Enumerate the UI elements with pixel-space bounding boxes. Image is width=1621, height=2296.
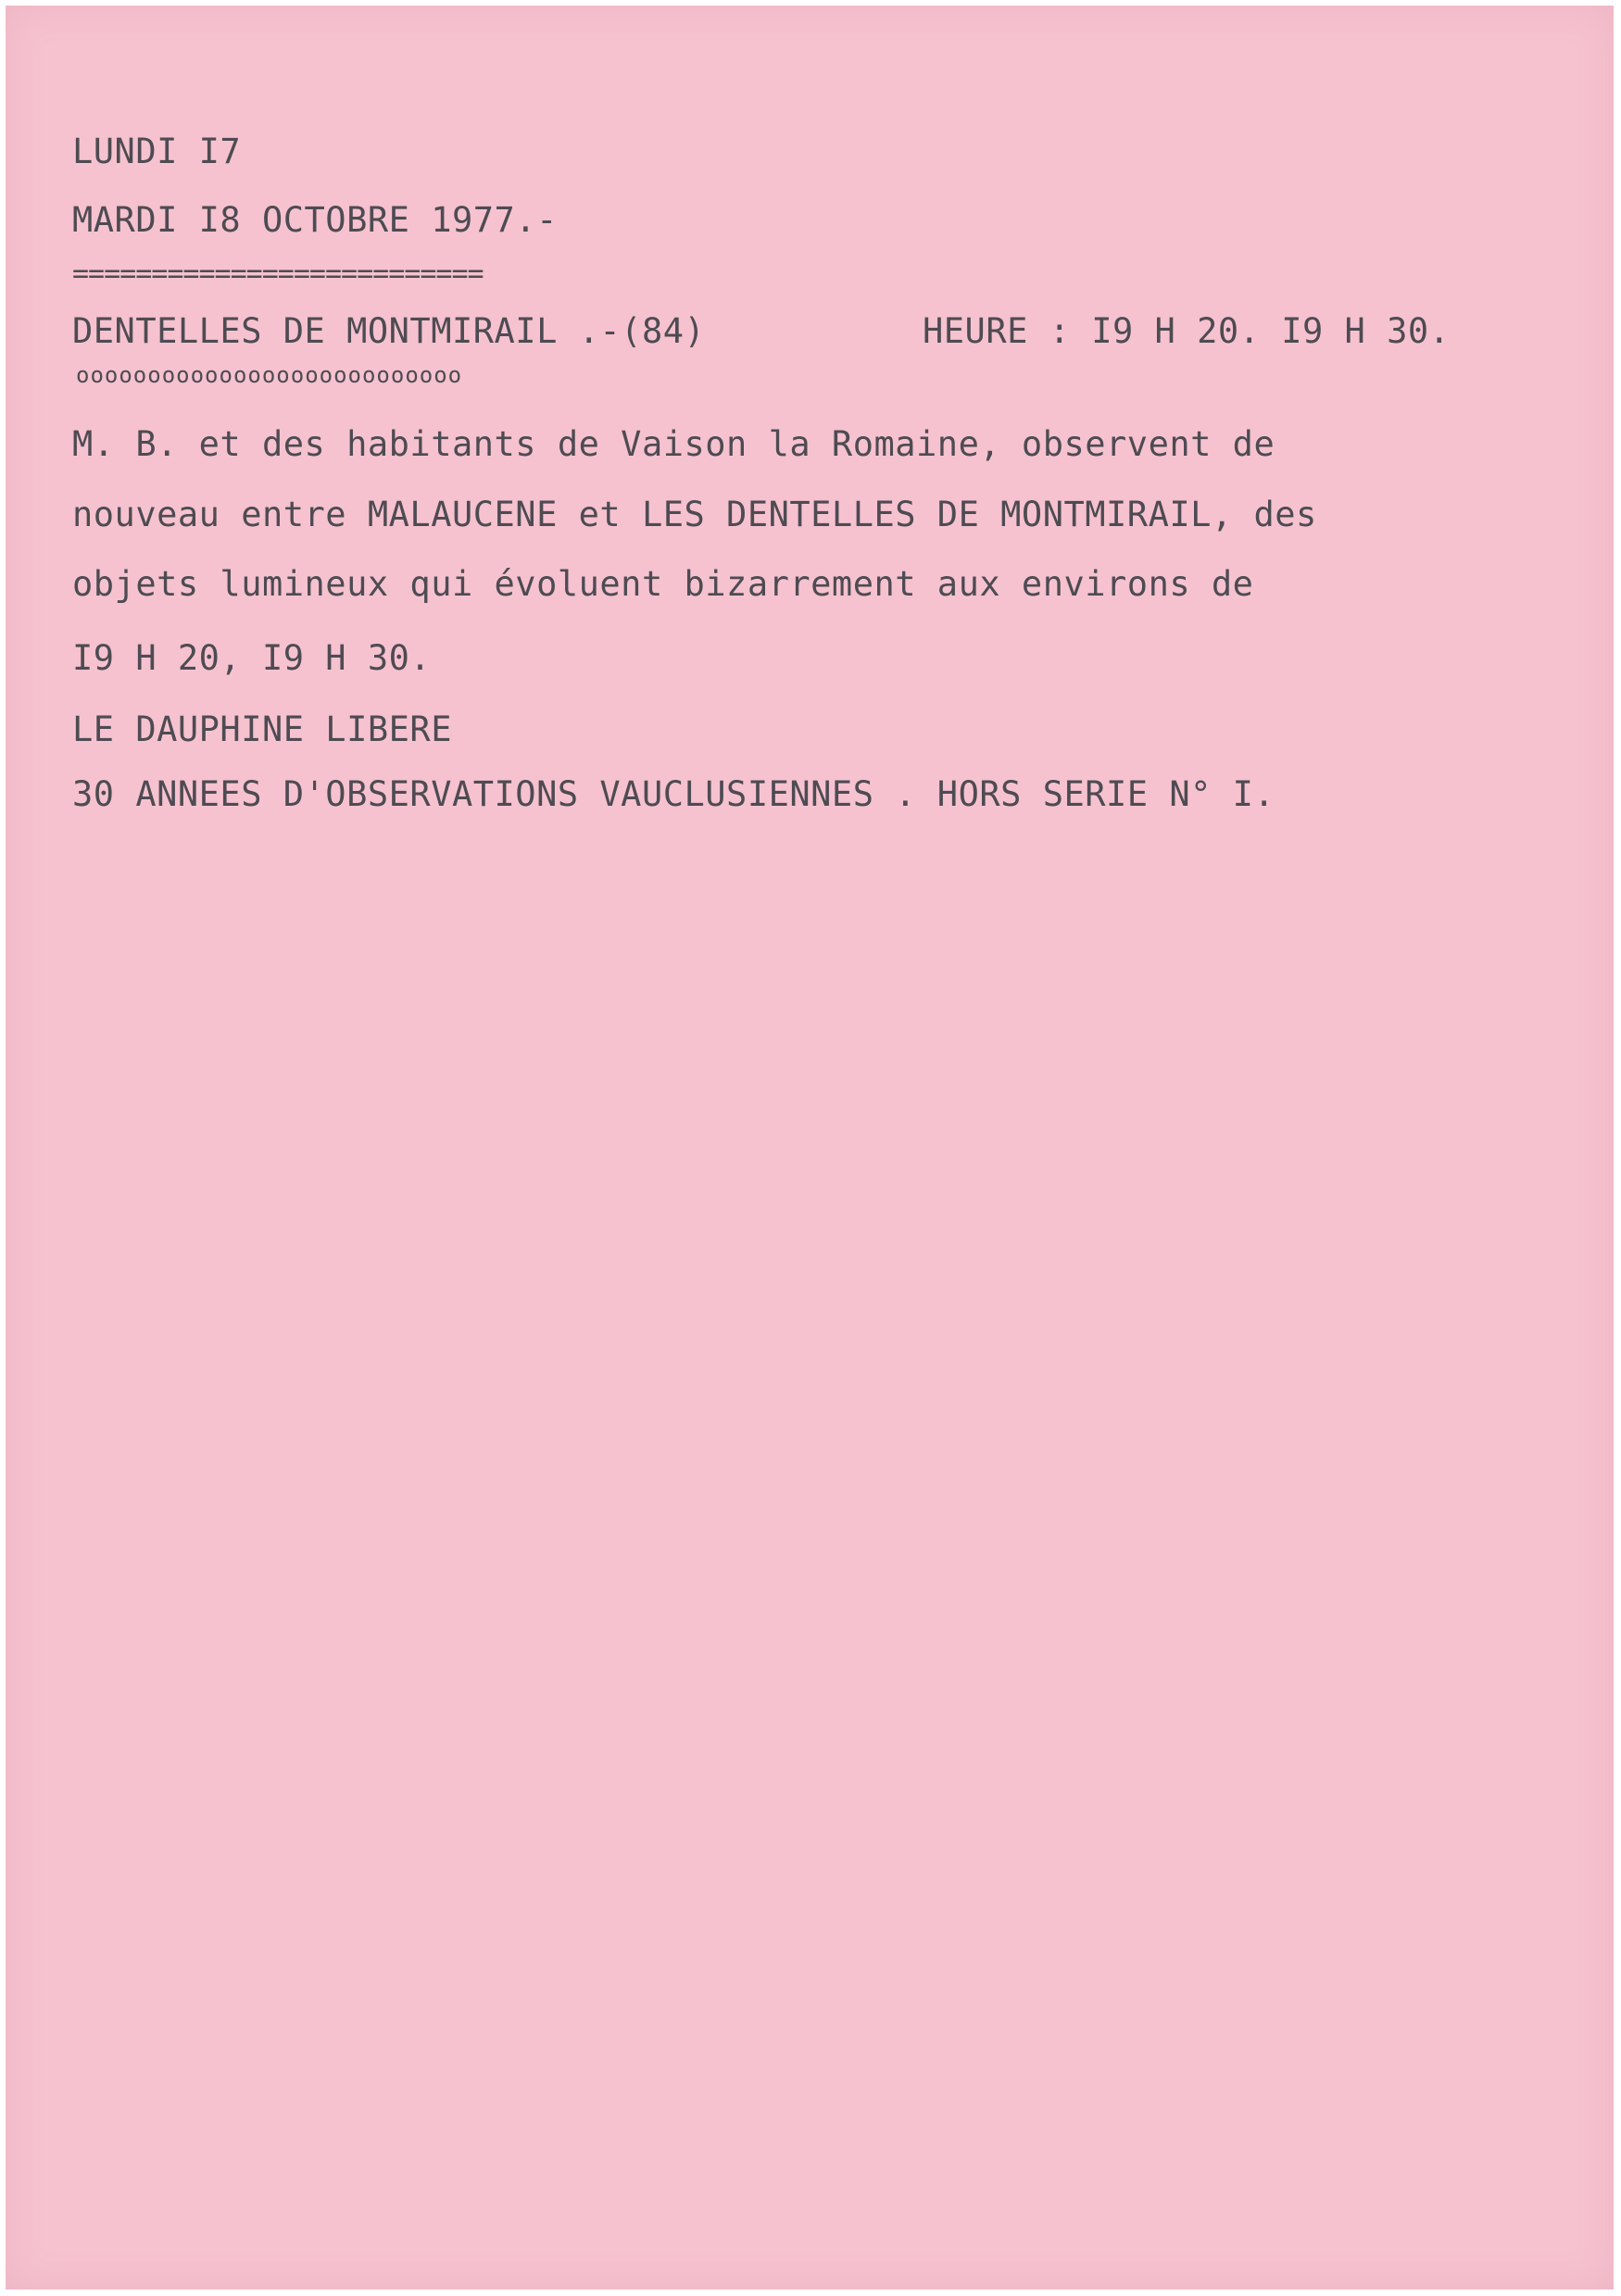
separator-equals: ========================== <box>72 257 484 290</box>
source-line: LE DAUPHINE LIBERE <box>72 709 452 749</box>
body-line-1: M. B. et des habitants de Vaison la Romaine, observent de <box>72 424 1275 464</box>
typed-sheet <box>6 6 1614 2290</box>
date-line-tuesday: MARDI I8 OCTOBRE 1977.- <box>72 200 558 240</box>
separator-circles: ooooooooooooooooooooooooooo <box>76 362 463 388</box>
date-line-monday: LUNDI I7 <box>72 132 242 171</box>
body-line-2: nouveau entre MALAUCENE et LES DENTELLES DE MONTMIRAIL, des <box>72 495 1317 534</box>
body-line-4: I9 H 20, I9 H 30. <box>72 638 432 678</box>
place-heading: DENTELLES DE MONTMIRAIL .-(84) <box>72 311 706 351</box>
reference-line: 30 ANNEES D'OBSERVATIONS VAUCLUSIENNES . HORS SERIE N° I. <box>72 774 1275 814</box>
body-line-3: objets lumineux qui évoluent bizarrement aux environs de <box>72 564 1254 604</box>
time-heading: HEURE : I9 H 20. I9 H 30. <box>923 311 1451 351</box>
